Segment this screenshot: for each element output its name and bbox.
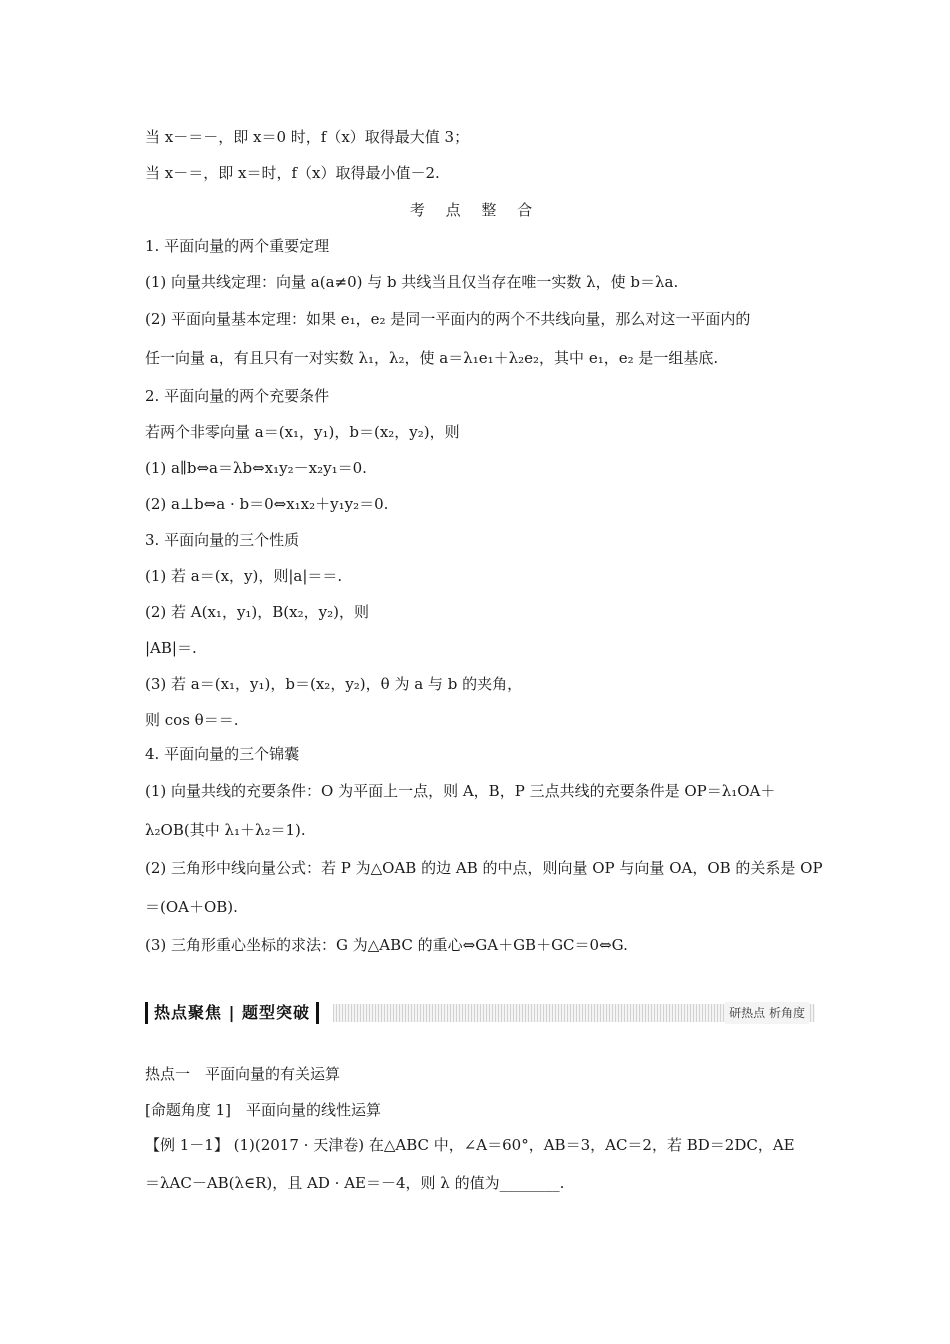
text-line: (1) 向量共线定理：向量 a(a≠0) 与 b 共线当且仅当存在唯一实数 λ，使 b＝λa.	[145, 273, 679, 291]
heading-1: 1. 平面向量的两个重要定理	[145, 237, 330, 255]
text-line: ＝(OA＋OB).	[145, 898, 238, 916]
banner-title: 热点聚焦 | 题型突破	[145, 1002, 319, 1024]
heading-4: 4. 平面向量的三个锦囊	[145, 745, 300, 763]
text-line: (3) 三角形重心坐标的求法：G 为△ABC 的重心⇔GA＋GB＋GC＝0⇔G.	[145, 936, 628, 954]
text-line: |AB|＝.	[145, 639, 197, 657]
text-line: (3) 若 a＝(x₁，y₁)，b＝(x₂，y₂)，θ 为 a 与 b 的夹角，	[145, 675, 523, 693]
text-line: 当 x－＝，即 x＝时，f（x）取得最小值－2.	[145, 164, 440, 182]
section-title: 考 点 整 合	[409, 201, 541, 219]
example-line: 【例 1－1】 (1)(2017 · 天津卷) 在△ABC 中，∠A＝60°，AB＝3，AC＝2，若 BD＝2DC，AE	[145, 1136, 795, 1154]
text-line: (1) a∥b⇔a＝λb⇔x₁y₂－x₂y₁＝0.	[145, 459, 367, 477]
text-line: (2) 三角形中线向量公式：若 P 为△OAB 的边 AB 的中点，则向量 OP 与向量 OA，OB 的关系是 OP	[145, 859, 823, 877]
example-line: ＝λAC－AB(λ∈R)，且 AD · AE＝－4，则 λ 的值为________.	[145, 1174, 565, 1192]
text-line: (1) 若 a＝(x，y)，则|a|＝＝.	[145, 567, 343, 585]
text-line: 任一向量 a，有且只有一对实数 λ₁，λ₂，使 a＝λ₁e₁＋λ₂e₂，其中 e₁，e₂ 是一组基底.	[145, 349, 719, 367]
text-line: (2) 若 A(x₁，y₁)，B(x₂，y₂)，则	[145, 603, 369, 621]
text-line: (2) a⊥b⇔a · b＝0⇔x₁x₂＋y₁y₂＝0.	[145, 495, 389, 513]
heading-2: 2. 平面向量的两个充要条件	[145, 387, 330, 405]
text-line: (2) 平面向量基本定理：如果 e₁，e₂ 是同一平面内的两个不共线向量，那么对这一平面内的	[145, 310, 751, 328]
banner-subtitle: 研热点 析角度	[725, 1002, 809, 1024]
hotspot-banner	[145, 1002, 815, 1024]
text-line: λ₂OB(其中 λ₁＋λ₂＝1).	[145, 821, 306, 839]
text-line: (1) 向量共线的充要条件：O 为平面上一点，则 A，B，P 三点共线的充要条件是 OP＝λ₁OA＋	[145, 782, 776, 800]
text-line: 则 cos θ＝＝.	[145, 711, 239, 729]
text-line: 当 x－＝－，即 x＝0 时，f（x）取得最大值 3；	[145, 128, 470, 146]
angle-heading: [命题角度 1] 平面向量的线性运算	[145, 1101, 382, 1119]
text-line: 若两个非零向量 a＝(x₁，y₁)，b＝(x₂，y₂)，则	[145, 423, 460, 441]
heading-3: 3. 平面向量的三个性质	[145, 531, 300, 549]
hotspot-heading: 热点一 平面向量的有关运算	[145, 1065, 341, 1083]
